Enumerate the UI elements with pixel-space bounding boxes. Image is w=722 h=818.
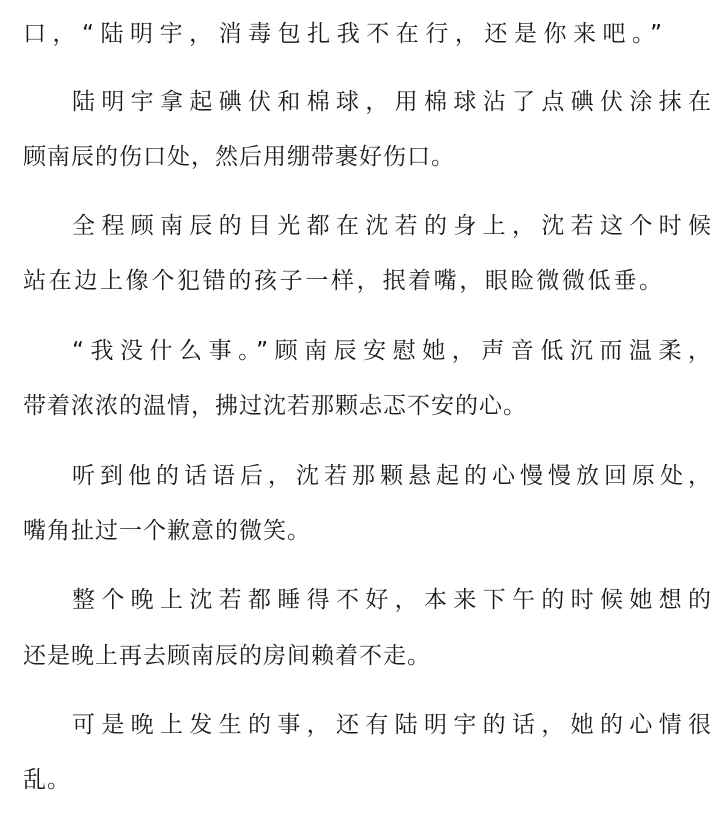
text-line: 可是晚上发生的事，还有陆明宇的话，她的心情很: [72, 712, 712, 738]
text-line: 站在边上像个犯错的孩子一样，抿着嘴，眼睑微微低垂。: [23, 268, 663, 294]
text-line: 嘴角扯过一个歉意的微笑。: [23, 518, 311, 544]
text-line: 陆明宇拿起碘伏和棉球，用棉球沾了点碘伏涂抹在: [72, 89, 712, 115]
text-line: 还是晚上再去顾南辰的房间赖着不走。: [23, 643, 431, 669]
text-line: 口，“陆明宇，消毒包扎我不在行，还是你来吧。”: [23, 21, 663, 47]
text-line: 整个晚上沈若都睡得不好，本来下午的时候她想的: [72, 587, 712, 613]
text-line: 乱。: [23, 767, 71, 793]
text-line: 听到他的话语后，沈若那颗悬起的心慢慢放回原处，: [72, 463, 712, 489]
text-line: 顾南辰的伤口处，然后用绷带裹好伤口。: [23, 144, 455, 170]
text-line: 带着浓浓的温情，拂过沈若那颗忐忑不安的心。: [23, 393, 527, 419]
text-line: “我没什么事。”顾南辰安慰她，声音低沉而温柔，: [72, 338, 712, 364]
text-line: 全程顾南辰的目光都在沈若的身上，沈若这个时候: [72, 213, 712, 239]
